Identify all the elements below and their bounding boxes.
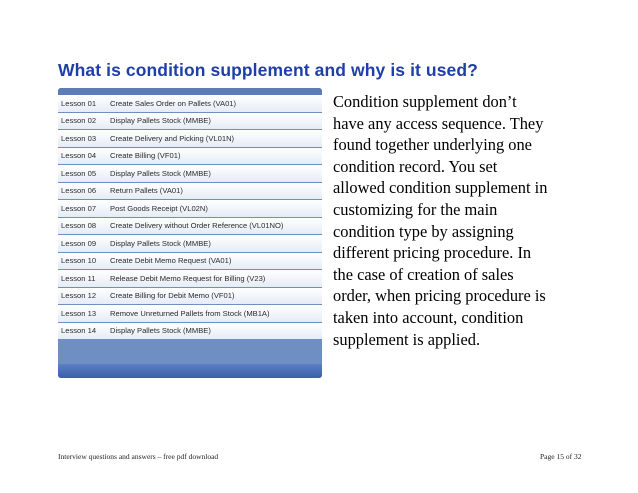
lesson-row [58,165,322,182]
lesson-activity: Release Debit Memo Request for Billing (V23) [110,273,266,283]
body-text-line: taken into account, condition [333,307,524,327]
lesson-list-image [58,88,322,378]
lesson-row [58,235,322,252]
lesson-activity: Display Pallets Stock (MMBE) [110,326,211,336]
lesson-number: Lesson 09 [61,238,97,248]
body-text-line: Condition supplement don’t [333,92,517,111]
lesson-row [58,130,322,147]
lesson-number: Lesson 05 [61,168,97,178]
lesson-row [58,323,322,340]
lesson-number: Lesson 07 [61,203,97,213]
lesson-activity: Post Goods Receipt (VL02N) [110,203,208,213]
lesson-activity: Create Delivery and Picking (VL01N) [110,133,235,143]
lesson-number: Lesson 04 [61,151,97,161]
lesson-activity: Display Pallets Stock (MMBE) [110,238,211,248]
page-number: Page 15 of 32 [540,452,582,461]
lesson-list [58,95,322,340]
lesson-activity: Create Billing (VF01) [110,151,181,161]
lesson-row [58,95,322,112]
lesson-activity: Create Sales Order on Pallets (VA01) [110,98,237,108]
body-text-line: allowed condition supplement in [333,178,548,198]
lesson-row [58,288,322,305]
body-text-line: have any access sequence. They [333,113,544,133]
body-text-line: customizing for the main [333,199,498,219]
lesson-number: Lesson 10 [61,256,97,266]
lesson-activity: Return Pallets (VA01) [110,186,183,196]
lesson-row [58,305,322,322]
lesson-number: Lesson 12 [61,291,97,301]
lesson-row [58,113,322,130]
body-text-line: the case of creation of sales [333,264,514,284]
body-text-line: different pricing procedure. In [333,243,532,263]
lesson-row [58,183,322,200]
lesson-activity: Remove Unreturned Pallets from Stock (MB1A) [110,308,270,318]
lesson-number: Lesson 03 [61,133,97,143]
lesson-row [58,270,322,287]
lesson-panel-header [58,88,322,95]
footer-source: Interview questions and answers – free pdf download [58,452,219,461]
slide-body-text [333,91,598,350]
lesson-activity: Create Billing for Debit Memo (VF01) [110,291,235,301]
lesson-number: Lesson 11 [61,273,96,283]
lesson-number: Lesson 13 [61,308,97,318]
lesson-activity: Create Debit Memo Request (VA01) [110,256,232,266]
lesson-activity: Display Pallets Stock (MMBE) [110,168,211,178]
lesson-panel-footer [58,364,322,378]
lesson-row [58,253,322,270]
body-text-line: supplement is applied. [333,329,481,349]
body-text-line: found together underlying one [333,135,532,155]
lesson-number: Lesson 01 [61,98,97,108]
lesson-row [58,218,322,235]
lesson-number: Lesson 08 [61,221,97,231]
lesson-number: Lesson 02 [61,116,97,126]
body-text-line: order, when pricing procedure is [333,286,546,306]
body-text-line: condition type by assigning [333,221,514,241]
lesson-activity: Create Delivery without Order Reference (VL01NO) [110,221,284,231]
lesson-activity: Display Pallets Stock (MMBE) [110,116,211,126]
body-text-line: condition record. You set [333,156,498,176]
slide-title: What is condition supplement and why is it used? [58,60,478,80]
lesson-number: Lesson 14 [61,326,97,336]
lesson-number: Lesson 06 [61,186,97,196]
lesson-row [58,200,322,217]
lesson-row [58,148,322,165]
